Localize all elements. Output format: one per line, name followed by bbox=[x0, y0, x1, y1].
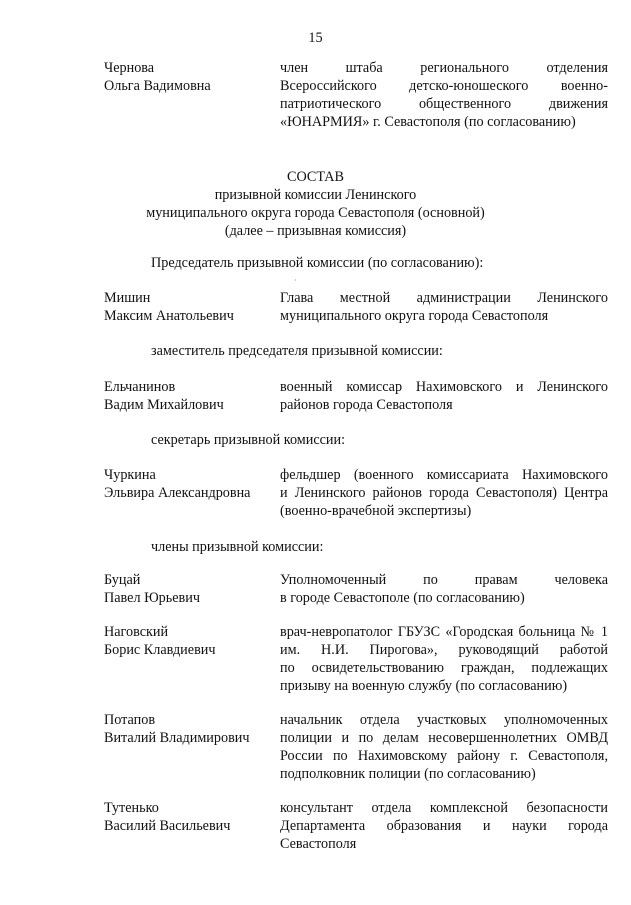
member-given-names: Василий Васильевич bbox=[104, 818, 231, 834]
position-line: Севастополя bbox=[280, 836, 357, 852]
member-position bbox=[280, 571, 608, 607]
member-given-names: Виталий Владимирович bbox=[104, 730, 250, 746]
position-line: Глава местной администрации Ленинского bbox=[280, 290, 608, 306]
member-name bbox=[104, 466, 280, 520]
member-given-names: Эльвира Александровна bbox=[104, 485, 251, 501]
member-name bbox=[104, 623, 280, 695]
member-surname: Ельчанинов bbox=[104, 379, 176, 395]
member-surname: Мишин bbox=[104, 290, 151, 306]
member-entry bbox=[104, 289, 608, 325]
stray-mark: · bbox=[294, 276, 297, 285]
position-line: Всероссийского детско-юношеского военно- bbox=[280, 78, 608, 94]
member-entry bbox=[104, 59, 608, 131]
member-entry bbox=[104, 571, 608, 607]
section-label-chairman: Председатель призывной комиссии (по согласованию): bbox=[151, 255, 484, 271]
position-line: начальник отдела участковых уполномоченных bbox=[280, 712, 608, 728]
position-line: консультант отдела комплексной безопасности bbox=[280, 800, 608, 816]
member-surname: Чуркина bbox=[104, 467, 156, 483]
title-heading: СОСТАВ bbox=[286, 169, 344, 185]
section-label-deputy: заместитель председателя призывной комиссии: bbox=[151, 343, 443, 359]
position-line: и Ленинского районов города Севастополя) Центра bbox=[280, 485, 608, 501]
member-position bbox=[280, 378, 608, 414]
position-line: в городе Севастополе (по согласованию) bbox=[280, 590, 525, 606]
member-name bbox=[104, 571, 280, 607]
member-name bbox=[104, 289, 280, 325]
member-entry bbox=[104, 711, 608, 783]
member-entry bbox=[104, 623, 608, 695]
position-line: районов города Севастополя bbox=[280, 397, 453, 413]
member-name bbox=[104, 59, 280, 131]
position-line: подполковник полиции (по согласованию) bbox=[280, 766, 536, 782]
position-line: патриотического общественного движения bbox=[280, 96, 608, 112]
member-position bbox=[280, 466, 608, 520]
member-surname: Наговский bbox=[104, 624, 169, 640]
member-entry bbox=[104, 799, 608, 853]
title-line: (далее – призывная комиссия) bbox=[224, 223, 407, 239]
member-position bbox=[280, 799, 608, 853]
member-name bbox=[104, 378, 280, 414]
member-position bbox=[280, 59, 608, 131]
position-line: врач-невропатолог ГБУЗС «Городская больница № 1 bbox=[280, 624, 608, 640]
position-line: муниципального округа города Севастополя bbox=[280, 308, 549, 324]
position-line: фельдшер (военного комиссариата Нахимовского bbox=[280, 467, 608, 483]
position-line: «ЮНАРМИЯ» г. Севастополя (по согласованию) bbox=[280, 114, 576, 130]
title-line: муниципального округа города Севастополя (основной) bbox=[146, 205, 485, 221]
position-line: по освидетельствованию граждан, подлежащих bbox=[280, 660, 608, 676]
member-position bbox=[280, 289, 608, 325]
member-entry bbox=[104, 378, 608, 414]
member-given-names: Борис Клавдиевич bbox=[104, 642, 216, 658]
composition-title bbox=[0, 168, 631, 240]
member-given-names: Максим Анатольевич bbox=[104, 308, 234, 324]
member-name bbox=[104, 711, 280, 783]
member-surname: Чернова bbox=[104, 60, 155, 76]
member-surname: Тутенько bbox=[104, 800, 159, 816]
member-entry bbox=[104, 466, 608, 520]
member-position bbox=[280, 623, 608, 695]
section-label-members: члены призывной комиссии: bbox=[151, 539, 324, 555]
member-given-names: Ольга Вадимовна bbox=[104, 78, 211, 94]
position-line: член штаба регионального отделения bbox=[280, 60, 608, 76]
position-line: призыву на военную службу (по согласованию) bbox=[280, 678, 568, 694]
position-line: военный комиссар Нахимовского и Ленинского bbox=[280, 379, 608, 395]
member-given-names: Павел Юрьевич bbox=[104, 590, 200, 606]
position-line: Департамента образования и науки города bbox=[280, 818, 608, 834]
position-line: полиции и по делам несовершеннолетних ОМВД bbox=[280, 730, 608, 746]
position-line: России по Нахимовскому району г. Севастополя, bbox=[280, 748, 608, 764]
member-given-names: Вадим Михайлович bbox=[104, 397, 224, 413]
member-surname: Буцай bbox=[104, 572, 141, 588]
position-line: (военно-врачебной экспертизы) bbox=[280, 503, 472, 519]
member-position bbox=[280, 711, 608, 783]
member-surname: Потапов bbox=[104, 712, 156, 728]
page-number: 15 bbox=[308, 30, 323, 46]
position-line: им. Н.И. Пирогова», руководящий работой bbox=[280, 642, 608, 658]
section-label-secretary: секретарь призывной комиссии: bbox=[151, 432, 346, 448]
position-line: Уполномоченный по правам человека bbox=[280, 572, 608, 588]
title-line: призывной комиссии Ленинского bbox=[214, 187, 417, 203]
member-name bbox=[104, 799, 280, 853]
